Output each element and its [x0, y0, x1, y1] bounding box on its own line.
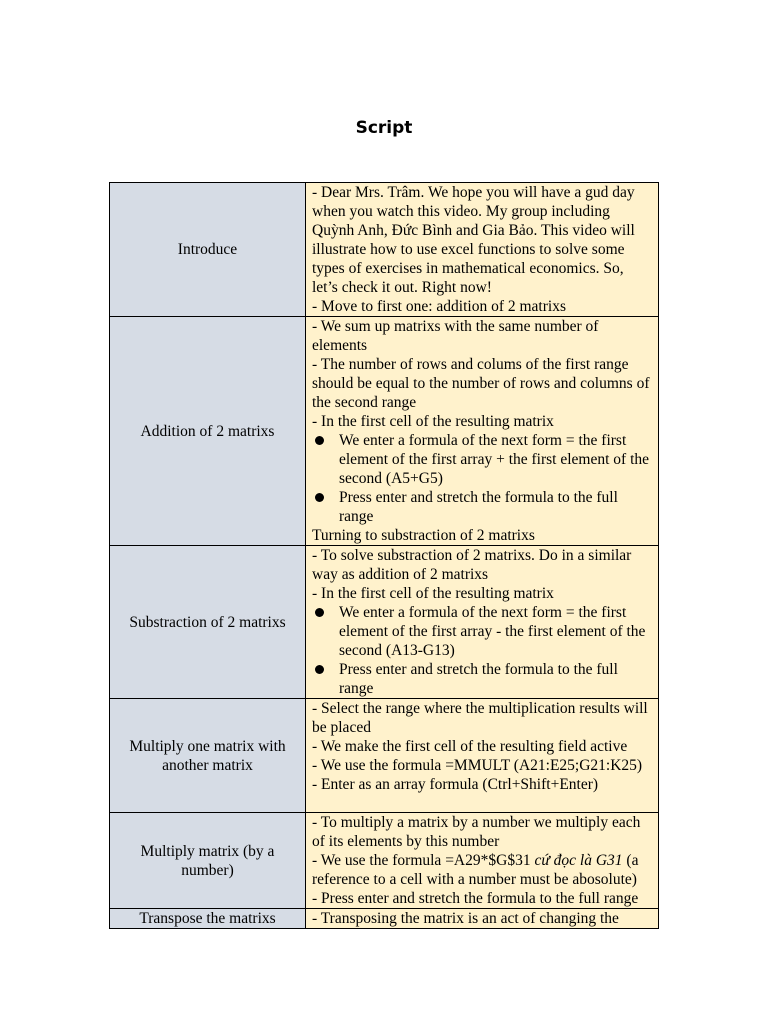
content-line: - In the first cell of the resulting matrix — [312, 413, 554, 430]
content-line — [312, 851, 652, 889]
table-row — [110, 813, 659, 909]
topic-label: Addition of 2 matrixs — [140, 422, 275, 440]
content-line: - Transposing the matrix is an act of changing the — [312, 910, 619, 927]
content-cell — [306, 183, 659, 317]
bullet-item: Press enter and stretch the formula to the full range — [312, 660, 652, 698]
content-line: - Move to first one: addition of 2 matrixs — [312, 298, 566, 315]
content-line: - We use the formula =MMULT (A21:E25;G21:K25) — [312, 757, 643, 774]
content-line: - Enter as an array formula (Ctrl+Shift+Enter) — [312, 776, 599, 793]
table-row — [110, 699, 659, 813]
script-table — [109, 182, 659, 929]
topic-label: Multiply one matrix with another matrix — [129, 737, 286, 774]
content-line: Turning to substraction of 2 matrixs — [312, 527, 535, 544]
content-line: - The number of rows and colums of the first range should be equal to the number of rows and columns of the second range — [312, 356, 650, 411]
content-line: - We make the first cell of the resulting field active — [312, 738, 628, 755]
content-line: - In the first cell of the resulting matrix — [312, 585, 554, 602]
topic-cell — [110, 813, 306, 909]
content-cell — [306, 813, 659, 909]
content-cell — [306, 699, 659, 813]
formula-note: (a reference to a cell with a number must be abosolute) — [312, 852, 639, 888]
content-line: - To multiply a matrix by a number we multiply each of its elements by this number — [312, 814, 641, 850]
content-cell — [306, 909, 659, 929]
topic-label: Transpose the matrixs — [139, 910, 276, 927]
topic-cell — [110, 546, 306, 699]
topic-cell — [110, 317, 306, 546]
content-line: - Select the range where the multiplication results will be placed — [312, 700, 648, 736]
table-row — [110, 546, 659, 699]
script-table-body — [110, 183, 659, 929]
content-line: - We sum up matrixs with the same number of elements — [312, 318, 599, 354]
formula-text: - We use the formula =A29*$G$31 — [312, 852, 535, 869]
bullet-item: Press enter and stretch the formula to the full range — [312, 488, 652, 526]
topic-cell — [110, 909, 306, 929]
content-line: - Press enter and stretch the formula to the full range — [312, 890, 639, 907]
table-row — [110, 183, 659, 317]
bullet-item: We enter a formula of the next form = the first element of the first array + the first element of the second (A5+G5) — [312, 431, 652, 488]
table-row — [110, 909, 659, 929]
table-row — [110, 317, 659, 546]
content-line: - Dear Mrs. Trâm. We hope you will have a gud day when you watch this video. My group including Quỳnh Anh, Đức Bình and Gia Bảo. This video will illustrate how to use excel functions to solve some types of exercises in mathematical economics. So, let’s check it out. Right now! — [312, 184, 635, 296]
topic-cell — [110, 183, 306, 317]
topic-label: Multiply matrix (by a number) — [140, 842, 275, 879]
content-line: - To solve substraction of 2 matrixs. Do in a similar way as addition of 2 matrixs — [312, 547, 632, 583]
bullet-item: We enter a formula of the next form = the first element of the first array - the first element of the second (A13-G13) — [312, 603, 652, 660]
page-title: Script — [355, 118, 413, 138]
topic-cell — [110, 699, 306, 813]
content-cell — [306, 546, 659, 699]
topic-label: Substraction of 2 matrixs — [129, 613, 286, 631]
topic-label: Introduce — [177, 241, 238, 258]
italic-note: cứ đọc là G31 — [534, 852, 623, 869]
content-cell — [306, 317, 659, 546]
